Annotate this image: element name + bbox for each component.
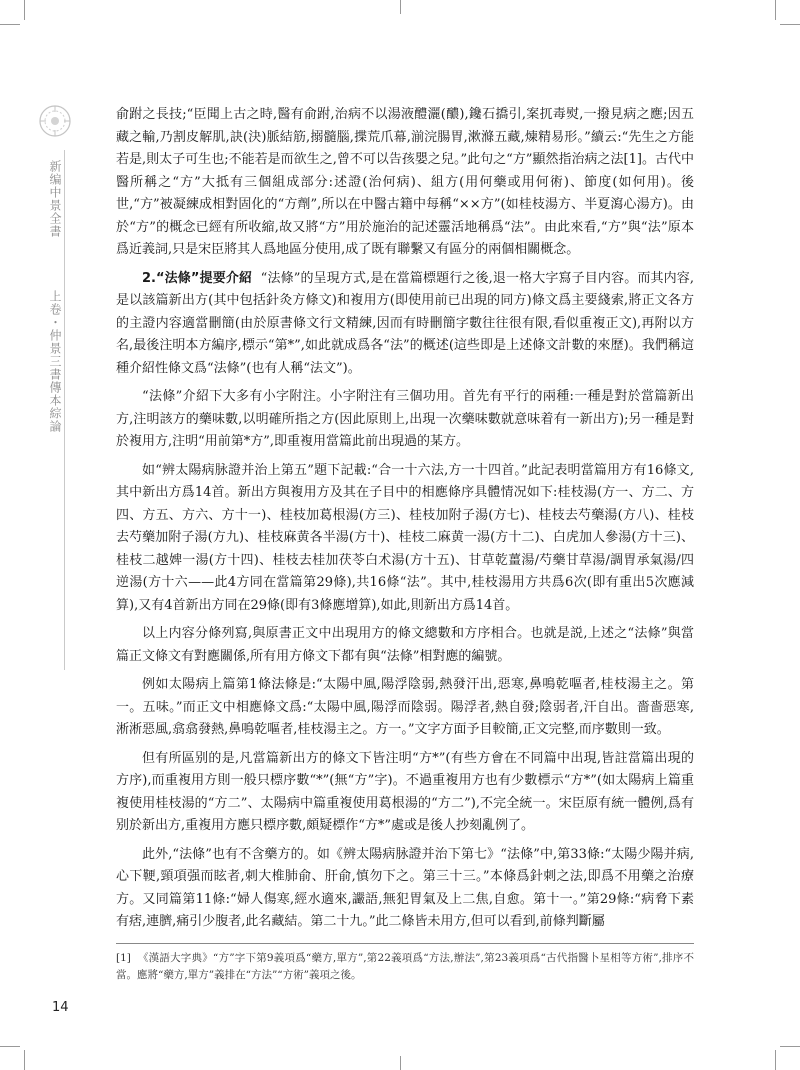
crop-mark-top-right-h <box>780 24 800 25</box>
footnote <box>116 950 694 984</box>
crop-mark-bottom-left-h <box>0 1046 20 1047</box>
section-heading: 2.“法條”提要介紹 <box>142 270 253 286</box>
paragraph-3: “法條”介紹下大多有小字附注。小字附注有三個功用。首先有平行的兩種:一種是對於當篇新出方,注明該方的藥味數,以明確所指之方(因此原則上,出現一次藥味數就意味着有一新出方);另一種是對於複用方,注明“用前第*方”,即重複用當篇此前出現過的某方。 <box>116 389 694 449</box>
paragraph-6: 例如太陽病上篇第1條法條是:“太陽中風,陽浮陰弱,熱發汗出,惡寒,鼻鳴乾嘔者,桂枝湯主之。第一。五味。”而正文中相應條文爲:“太陽中風,陽浮而陰弱。陽浮者,熱自發;陰弱者,汗自出。嗇嗇惡寒,淅淅惡風,翕翕發熱,鼻鳴乾嘔者,桂枝湯主之。方一。”文字方面予目較簡,正文完整,而序數則一致。 <box>116 677 694 737</box>
footnote-marker: [1] <box>116 952 131 964</box>
paragraph-1: 俞跗之長技;“臣聞上古之時,醫有俞跗,治病不以湯液醴灑(醲),鑱石撟引,案扤毒熨,一撥見病之應;因五藏之輸,乃割皮解肌,訣(決)脈結筋,搦髓腦,揲荒爪幕,湔浣腸胃,漱滌五藏,煉精易形。”續云:“先生之方能若是,則太子可生也;不能若是而欲生之,曾不可以告孩嬰之兒。”此句之“方”顯然指治病之法[1]。古代中醫所稱之“方”大抵有三個組成部分:述證(治何病)、組方(用何藥或用何術)、節度(如何用)。後世,“方”被凝練成相對固化的“方劑”,所以在中醫古籍中每稱“××方”(如桂枝湯方、半夏瀉心湯方)。由於“方”的概念已經有所收縮,故又將“方”用於施治的記述靈活地稱爲“法”。由此來看,“方”與“法”原本爲近義詞,只是宋臣將其人爲地區分使用,成了既有聯繫又有區分的兩個相關概念。 <box>116 107 694 257</box>
crop-mark-bottom-left-v <box>24 1050 25 1070</box>
paragraph-2 <box>116 268 694 381</box>
crop-mark-bottom-center-v <box>400 1056 401 1070</box>
footnote-text: 《漢語大字典》“方”字下第9義項爲“藥方,單方”,第22義項爲“方法,辦法”,第23義項爲“古代指醫卜星相等方術”,排序不當。應將“藥方,單方”義排在“方法”“方術”義項之後。 <box>116 952 694 981</box>
crop-mark-bottom-right-v <box>775 1050 776 1070</box>
crop-mark-bottom-right-h <box>780 1046 800 1047</box>
crop-mark-top-left-h <box>0 24 20 25</box>
running-head-part-title: 上卷・仲景三書傳本綜論 <box>48 290 62 433</box>
paragraph-8: 此外,“法條”也有不含藥方的。如《辨太陽病脉證并治下第七》“法條”中,第33條:“太陽少陽并病,心下鞕,頸項强而眩者,刺大椎肺俞、肝俞,慎勿下之。第三十三。”本條爲針刺之法,即爲不用藥之治療方。又同篇第11條:“婦人傷寒,經水適來,讝語,無犯胃氣及上二焦,自愈。第十一。”第29條:“病脅下素有痞,連臍,痛引少腹者,此名藏結。第二十九。”此二條皆未用方,但可以看到,前條判斷屬 <box>116 846 694 929</box>
crop-mark-top-left-v <box>24 0 25 20</box>
paragraph-7: 但有所區别的是,凡當篇新出方的條文下皆注明“方*”(有些方會在不同篇中出現,皆註當篇出現的方序),而重複用方則一般只標序數“*”(無“方”字)。不過重複用方也有少數標示“方*”(如太陽病上篇重複使用桂枝湯的“方二”、太陽病中篇重複使用葛根湯的“方二”),不完全統一。宋臣原有統一體例,爲有别於新出方,重複用方應只標序數,頗疑標作“方*”處或是後人抄刻亂例了。 <box>116 750 694 833</box>
main-text <box>116 104 694 934</box>
side-running-head <box>38 150 78 670</box>
paragraph-4: 如“辨太陽病脉證并治上第五”題下記載:“合一十六法,方一十四首。”此記表明當篇用方有16條文,其中新出方爲14首。新出方與複用方及其在子目中的相應條序具體情况如下:桂枝湯(方一、方二、方四、方五、方六、方十一)、桂枝加葛根湯(方三)、桂枝加附子湯(方七)、桂枝去芍藥湯(方八)、桂枝去芍藥加附子湯(方九)、桂枝麻黄各半湯(方十)、桂枝二麻黄一湯(方十二)、白虎加人參湯(方十三)、桂枝二越婢一湯(方十四)、桂枝去桂加茯苓白术湯(方十五)、甘草乾薑湯/芍藥甘草湯/調胃承氣湯/四逆湯(方十六——此4方同在當篇第29條),共16條“法”。其中,桂枝湯用方共爲6次(即有重出5次應減算),又有4首新出方同在29條(即有3條應增算),如此,則新出方爲14首。 <box>116 462 694 613</box>
footnote-divider <box>116 943 694 944</box>
crop-mark-top-right-v <box>775 0 776 20</box>
running-head-book-title: 新编中景全書 <box>48 160 62 238</box>
side-rule <box>64 150 65 670</box>
decorative-seal-icon <box>38 104 72 138</box>
crop-mark-top-center-v <box>400 0 401 14</box>
paragraph-5: 以上内容分條列寫,與原書正文中出現用方的條文總數和方序相合。也就是説,上述之“法條”與當篇正文條文有對應關係,所有用方條文下都有與“法條”相對應的編號。 <box>116 626 694 664</box>
page-number: 14 <box>52 1000 69 1015</box>
paragraph-2-text: “法條”的呈現方式,是在當篇標題行之後,退一格大字寫子目内容。而其内容,是以該篇新出方(其中包括針灸方條文)和複用方(即使用前已出現的同方)條文爲主要綫索,將正文各方的主證内容適當刪簡(由於原書條文行文精練,因而有時刪簡字數往往很有限,看似重複正文),再附以方名,最後注明本方編序,標示“第*”,如此就成爲各“法”的概述(這些即是上述條文計數的來歷)。我們稱這種介紹性條文爲“法條”(也有人稱“法文”)。 <box>116 270 694 376</box>
